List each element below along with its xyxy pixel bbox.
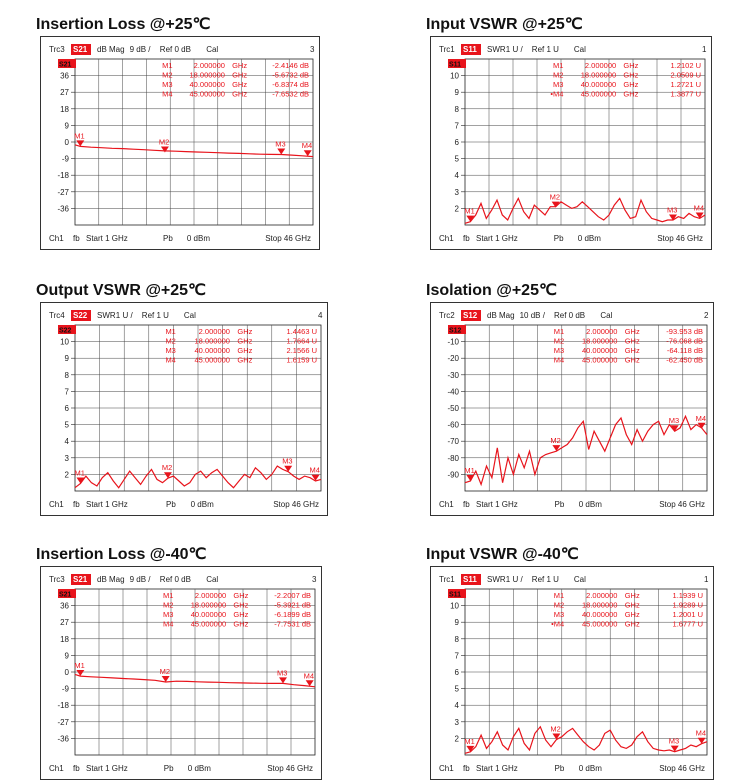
y-tick-label: 4 [454, 171, 459, 181]
chart-panel [426, 280, 722, 514]
y-tick-label: -10 [447, 337, 459, 347]
channel-number: 3 [312, 575, 317, 584]
y-tick-label: -27 [57, 187, 69, 197]
marker-flag: M4 [693, 203, 705, 213]
marker-flag: M1 [74, 131, 85, 141]
param-label: S22 [73, 311, 88, 320]
analyzer-plot [431, 567, 713, 779]
marker-unit: GHz [624, 619, 640, 629]
marker-unit: GHz [232, 70, 248, 80]
marker-flag: M1 [464, 736, 475, 746]
footer-pb: Pb [554, 500, 565, 509]
y-tick-label: 5 [454, 684, 459, 694]
footer-fb: fb [73, 764, 80, 773]
marker-value: 1.9289 U [672, 600, 703, 610]
y-tick-label: 18 [60, 634, 69, 644]
marker-frequency: 18.000000 [189, 70, 225, 80]
marker-name: M2 [162, 600, 174, 610]
marker-flag: M2 [161, 463, 173, 473]
marker-value: 2.1566 U [286, 346, 317, 355]
y-tick-label: 8 [64, 370, 69, 380]
marker-frequency: 40.000000 [582, 610, 618, 619]
marker-unit: GHz [624, 355, 640, 365]
y-tick-label: -20 [447, 354, 459, 364]
marker-unit: GHz [233, 610, 249, 619]
marker-flag: M1 [74, 468, 85, 478]
y-tick-label: 2 [454, 734, 459, 744]
chart-title: Input VSWR @-40℃ [426, 546, 579, 563]
chart-panel [36, 280, 336, 514]
footer-power: 0 dBm [578, 500, 602, 509]
marker-frequency: 40.000000 [190, 610, 227, 619]
marker-name: M1 [162, 591, 174, 600]
y-tick-label: 5 [64, 420, 69, 430]
marker-unit: GHz [624, 336, 640, 346]
marker-frequency: 40.000000 [580, 80, 617, 89]
y-tick-label: 9 [454, 618, 459, 628]
ref-label: Ref 1 U [141, 311, 169, 320]
footer-pb: Pb [166, 500, 176, 509]
marker-value: -2.4146 dB [272, 61, 309, 70]
trace-label: Trc4 [49, 311, 65, 320]
marker-frequency: 40.000000 [189, 80, 225, 89]
format-label: SWR [97, 311, 116, 320]
param-label: S21 [73, 45, 88, 54]
analyzer-display [40, 302, 328, 516]
marker-unit: GHz [623, 70, 639, 80]
footer-start: Start 1 GHz [476, 234, 518, 243]
trace-label: Trc1 [439, 575, 455, 584]
marker-unit: GHz [233, 591, 249, 600]
marker-frequency: 45.000000 [582, 619, 618, 629]
y-tick-label: 6 [64, 404, 69, 413]
marker-name: M4 [553, 355, 565, 365]
chart-panel [36, 14, 328, 248]
footer-channel: Ch1 [439, 500, 454, 509]
footer-fb: fb [463, 500, 470, 509]
y-tick-label: 6 [454, 668, 459, 677]
analyzer-plot [41, 37, 319, 249]
marker-value: -7.7531 dB [274, 619, 311, 629]
marker-flag: M3 [667, 205, 678, 215]
marker-frequency: 2.000000 [198, 327, 230, 336]
marker-value: -5.3921 dB [274, 600, 311, 610]
marker-flag: M2 [158, 137, 170, 147]
marker-unit: GHz [623, 89, 639, 99]
marker-name: M2 [165, 336, 176, 346]
marker-frequency: 18.000000 [582, 600, 618, 610]
cal-label: Cal [573, 45, 586, 54]
marker-name: M1 [552, 61, 564, 70]
cal-label: Cal [206, 45, 219, 54]
y-tick-label: 0 [64, 668, 69, 677]
marker-unit: GHz [624, 327, 640, 336]
footer-pb: Pb [163, 234, 173, 243]
y-tick-label: 36 [60, 71, 69, 81]
scale-label: 9 dB / [129, 575, 151, 584]
footer-channel: Ch1 [439, 764, 454, 773]
marker-unit: GHz [232, 89, 248, 99]
y-tick-label: 10 [450, 71, 459, 81]
param-tag-label: S21 [59, 591, 72, 599]
marker-value: 1.2001 U [672, 610, 703, 619]
marker-name: M3 [553, 610, 565, 619]
y-tick-label: -70 [447, 437, 459, 447]
marker-unit: GHz [624, 600, 640, 610]
footer-fb: fb [463, 764, 470, 773]
marker-frequency: 40.000000 [194, 346, 230, 355]
marker-value: -64.118 dB [666, 346, 703, 355]
marker-frequency: 18.000000 [582, 336, 618, 346]
marker-name: M3 [162, 80, 173, 89]
y-tick-label: 5 [454, 154, 459, 164]
param-label: S11 [463, 45, 477, 54]
y-tick-label: 10 [450, 601, 459, 611]
marker-value: -6.1899 dB [274, 610, 311, 619]
footer-start: Start 1 GHz [476, 764, 518, 773]
chart-panel [426, 544, 722, 778]
marker-name: M2 [162, 70, 173, 80]
footer-channel: Ch1 [49, 234, 64, 243]
marker-unit: GHz [623, 61, 639, 70]
marker-unit: GHz [232, 61, 248, 70]
footer-stop: Stop 46 GHz [265, 234, 311, 243]
marker-name: M1 [165, 327, 176, 336]
marker-flag: M4 [695, 413, 707, 423]
channel-number: 1 [704, 575, 709, 584]
marker-name: M3 [553, 346, 565, 355]
analyzer-plot [41, 567, 321, 779]
marker-flag: M2 [159, 666, 171, 676]
marker-flag: M3 [668, 736, 680, 746]
marker-frequency: 2.000000 [586, 591, 618, 600]
marker-value: -7.6532 dB [272, 89, 309, 99]
y-tick-label: 7 [454, 121, 459, 131]
marker-value: 1.6159 U [286, 355, 317, 365]
footer-pb: Pb [553, 234, 564, 243]
footer-pb: Pb [554, 764, 565, 773]
marker-flag: M2 [550, 724, 561, 734]
marker-frequency: 40.000000 [582, 346, 618, 355]
marker-frequency: 18.000000 [194, 336, 230, 346]
y-tick-label: 3 [454, 187, 459, 197]
y-tick-label: 4 [454, 701, 459, 711]
marker-flag: M4 [301, 141, 313, 151]
ref-label: Ref 0 dB [159, 45, 191, 54]
marker-unit: GHz [237, 327, 253, 336]
marker-frequency: 2.000000 [584, 61, 617, 70]
chart-title: Output VSWR @+25℃ [36, 282, 207, 299]
analyzer-display [430, 36, 712, 250]
marker-value: -76.068 dB [666, 336, 703, 346]
footer-power: 0 dBm [186, 234, 210, 243]
cal-label: Cal [206, 575, 219, 584]
ref-label: Ref 0 dB [554, 311, 586, 320]
y-tick-label: -50 [447, 404, 459, 413]
trace-label: Trc3 [49, 45, 65, 54]
marker-name: M4 [165, 355, 176, 365]
marker-name: M2 [552, 70, 564, 80]
y-tick-label: 27 [60, 618, 69, 628]
marker-name: •M4 [551, 619, 565, 629]
y-tick-label: 7 [64, 387, 69, 397]
footer-channel: Ch1 [439, 234, 454, 243]
y-tick-label: 27 [60, 88, 69, 98]
scale-label: 10 dB / [519, 311, 545, 320]
marker-frequency: 2.000000 [586, 327, 618, 336]
marker-flag: M4 [303, 671, 315, 681]
marker-frequency: 45.000000 [190, 619, 227, 629]
ref-label: Ref 1 U [531, 45, 559, 54]
marker-name: M1 [553, 327, 565, 336]
y-tick-label: 9 [64, 651, 69, 661]
y-tick-label: 10 [60, 337, 69, 347]
channel-number: 4 [318, 311, 323, 320]
y-tick-label: -9 [61, 684, 69, 694]
cal-label: Cal [183, 311, 196, 320]
param-tag-label: S22 [59, 327, 72, 335]
marker-value: -62.450 dB [666, 355, 703, 365]
param-label: S12 [463, 311, 478, 320]
y-tick-label: 7 [454, 651, 459, 661]
cal-label: Cal [600, 311, 613, 320]
marker-frequency: 2.000000 [193, 61, 225, 70]
y-tick-label: 8 [454, 634, 459, 644]
y-tick-label: -80 [447, 453, 459, 463]
footer-pb: Pb [163, 764, 174, 773]
analyzer-display [430, 566, 714, 780]
marker-value: -5.6732 dB [272, 70, 309, 80]
y-tick-label: -36 [57, 734, 69, 744]
marker-flag: M3 [275, 139, 286, 149]
marker-name: M3 [162, 610, 174, 619]
marker-value: 1.3877 U [670, 89, 701, 99]
y-tick-label: -18 [57, 701, 69, 711]
marker-flag: M1 [464, 466, 475, 476]
footer-fb: fb [73, 500, 80, 509]
y-tick-label: -60 [447, 420, 459, 430]
y-tick-label: 3 [454, 717, 459, 727]
trace-label: Trc2 [439, 311, 455, 320]
footer-power: 0 dBm [577, 234, 601, 243]
ref-label: Ref 0 dB [159, 575, 191, 584]
footer-stop: Stop 46 GHz [273, 500, 319, 509]
chart-title: Isolation @+25℃ [426, 282, 557, 299]
analyzer-plot [431, 303, 713, 515]
footer-start: Start 1 GHz [86, 234, 128, 243]
y-tick-label: 18 [60, 104, 69, 114]
y-tick-label: 6 [454, 138, 459, 147]
footer-fb: fb [73, 234, 80, 243]
y-tick-label: 4 [64, 437, 69, 447]
marker-value: 1.4463 U [286, 327, 317, 336]
marker-flag: M4 [695, 728, 707, 738]
marker-value: -93.953 dB [666, 327, 703, 336]
format-label: dB Mag [97, 575, 125, 584]
marker-frequency: 2.000000 [194, 591, 227, 600]
marker-unit: GHz [232, 80, 248, 89]
marker-name: •M4 [550, 89, 564, 99]
y-tick-label: 9 [64, 354, 69, 364]
marker-name: M1 [162, 61, 173, 70]
chart-title: Input VSWR @+25℃ [426, 16, 583, 33]
footer-stop: Stop 46 GHz [659, 764, 705, 773]
footer-start: Start 1 GHz [476, 500, 518, 509]
trace-label: Trc3 [49, 575, 65, 584]
chart-panel [426, 14, 720, 248]
footer-start: Start 1 GHz [86, 500, 128, 509]
marker-flag: M2 [549, 192, 561, 202]
marker-frequency: 18.000000 [190, 600, 227, 610]
footer-stop: Stop 46 GHz [657, 234, 703, 243]
marker-value: 2.0509 U [670, 70, 701, 80]
marker-unit: GHz [233, 600, 249, 610]
y-tick-label: -90 [447, 470, 459, 480]
param-label: S21 [73, 575, 88, 584]
analyzer-display [40, 566, 322, 780]
param-tag-label: S11 [449, 61, 462, 69]
y-tick-label: 0 [64, 138, 69, 147]
chart-panel [36, 544, 330, 778]
chart-title: Insertion Loss @+25℃ [36, 16, 211, 33]
param-tag-label: S21 [59, 61, 72, 69]
footer-power: 0 dBm [190, 500, 214, 509]
marker-unit: GHz [624, 346, 640, 355]
footer-channel: Ch1 [49, 764, 64, 773]
marker-value: 1.1939 U [672, 591, 703, 600]
y-tick-label: 2 [64, 470, 69, 480]
y-tick-label: 9 [64, 121, 69, 131]
marker-flag: M1 [464, 206, 475, 216]
analyzer-display [40, 36, 320, 250]
marker-unit: GHz [237, 346, 253, 355]
marker-name: M2 [553, 336, 565, 346]
marker-flag: M3 [277, 668, 288, 678]
scale-label: 1 U / [505, 45, 523, 54]
y-tick-label: 36 [60, 601, 69, 611]
marker-name: M4 [162, 89, 173, 99]
marker-frequency: 45.000000 [194, 355, 230, 365]
param-tag-label: S12 [449, 327, 462, 335]
marker-value: 1.2102 U [670, 61, 701, 70]
param-label: S11 [463, 575, 477, 584]
y-tick-label: -9 [61, 154, 69, 164]
analyzer-plot [431, 37, 711, 249]
y-tick-label: 3 [64, 453, 69, 463]
footer-start: Start 1 GHz [86, 764, 128, 773]
marker-frequency: 45.000000 [582, 355, 618, 365]
footer-channel: Ch1 [49, 500, 64, 509]
marker-value: 1.6777 U [672, 619, 703, 629]
format-label: SWR [487, 575, 506, 584]
footer-stop: Stop 46 GHz [659, 500, 705, 509]
marker-flag: M1 [74, 661, 85, 671]
footer-stop: Stop 46 GHz [267, 764, 313, 773]
marker-name: M3 [165, 346, 176, 355]
param-tag-label: S11 [449, 591, 462, 599]
marker-name: M2 [553, 600, 565, 610]
y-tick-label: 9 [454, 88, 459, 98]
footer-power: 0 dBm [187, 764, 211, 773]
trace-label: Trc1 [439, 45, 455, 54]
marker-unit: GHz [623, 80, 639, 89]
marker-name: M3 [552, 80, 564, 89]
scale-label: 9 dB / [129, 45, 151, 54]
channel-number: 1 [702, 45, 707, 54]
y-tick-label: 8 [454, 104, 459, 114]
marker-value: 1.2721 U [670, 80, 701, 89]
marker-flag: M4 [309, 465, 320, 475]
marker-flag: M3 [282, 456, 293, 466]
marker-flag: M2 [550, 436, 561, 446]
y-tick-label: -27 [57, 717, 69, 727]
scale-label: 1 U / [505, 575, 523, 584]
format-label: dB Mag [487, 311, 515, 320]
marker-name: M1 [553, 591, 565, 600]
channel-number: 2 [704, 311, 709, 320]
marker-name: M4 [162, 619, 174, 629]
marker-flag: M3 [668, 416, 680, 426]
marker-frequency: 18.000000 [580, 70, 617, 80]
format-label: dB Mag [97, 45, 125, 54]
marker-frequency: 45.000000 [189, 89, 225, 99]
footer-power: 0 dBm [578, 764, 602, 773]
marker-unit: GHz [237, 336, 253, 346]
analyzer-plot [41, 303, 327, 515]
format-label: SWR [487, 45, 506, 54]
y-tick-label: -40 [447, 387, 459, 397]
chart-title: Insertion Loss @-40℃ [36, 546, 207, 563]
ref-label: Ref 1 U [531, 575, 559, 584]
cal-label: Cal [573, 575, 586, 584]
analyzer-display [430, 302, 714, 516]
scale-label: 1 U / [115, 311, 133, 320]
y-tick-label: -30 [447, 370, 459, 380]
marker-unit: GHz [237, 355, 253, 365]
marker-value: 1.7664 U [286, 336, 317, 346]
marker-unit: GHz [624, 591, 640, 600]
marker-value: -2.2007 dB [274, 591, 311, 600]
y-tick-label: -36 [57, 204, 69, 214]
marker-unit: GHz [624, 610, 640, 619]
marker-unit: GHz [233, 619, 249, 629]
footer-fb: fb [463, 234, 470, 243]
y-tick-label: 2 [454, 204, 459, 214]
marker-frequency: 45.000000 [580, 89, 617, 99]
channel-number: 3 [310, 45, 315, 54]
marker-value: -6.8374 dB [272, 80, 309, 89]
y-tick-label: -18 [57, 171, 69, 181]
